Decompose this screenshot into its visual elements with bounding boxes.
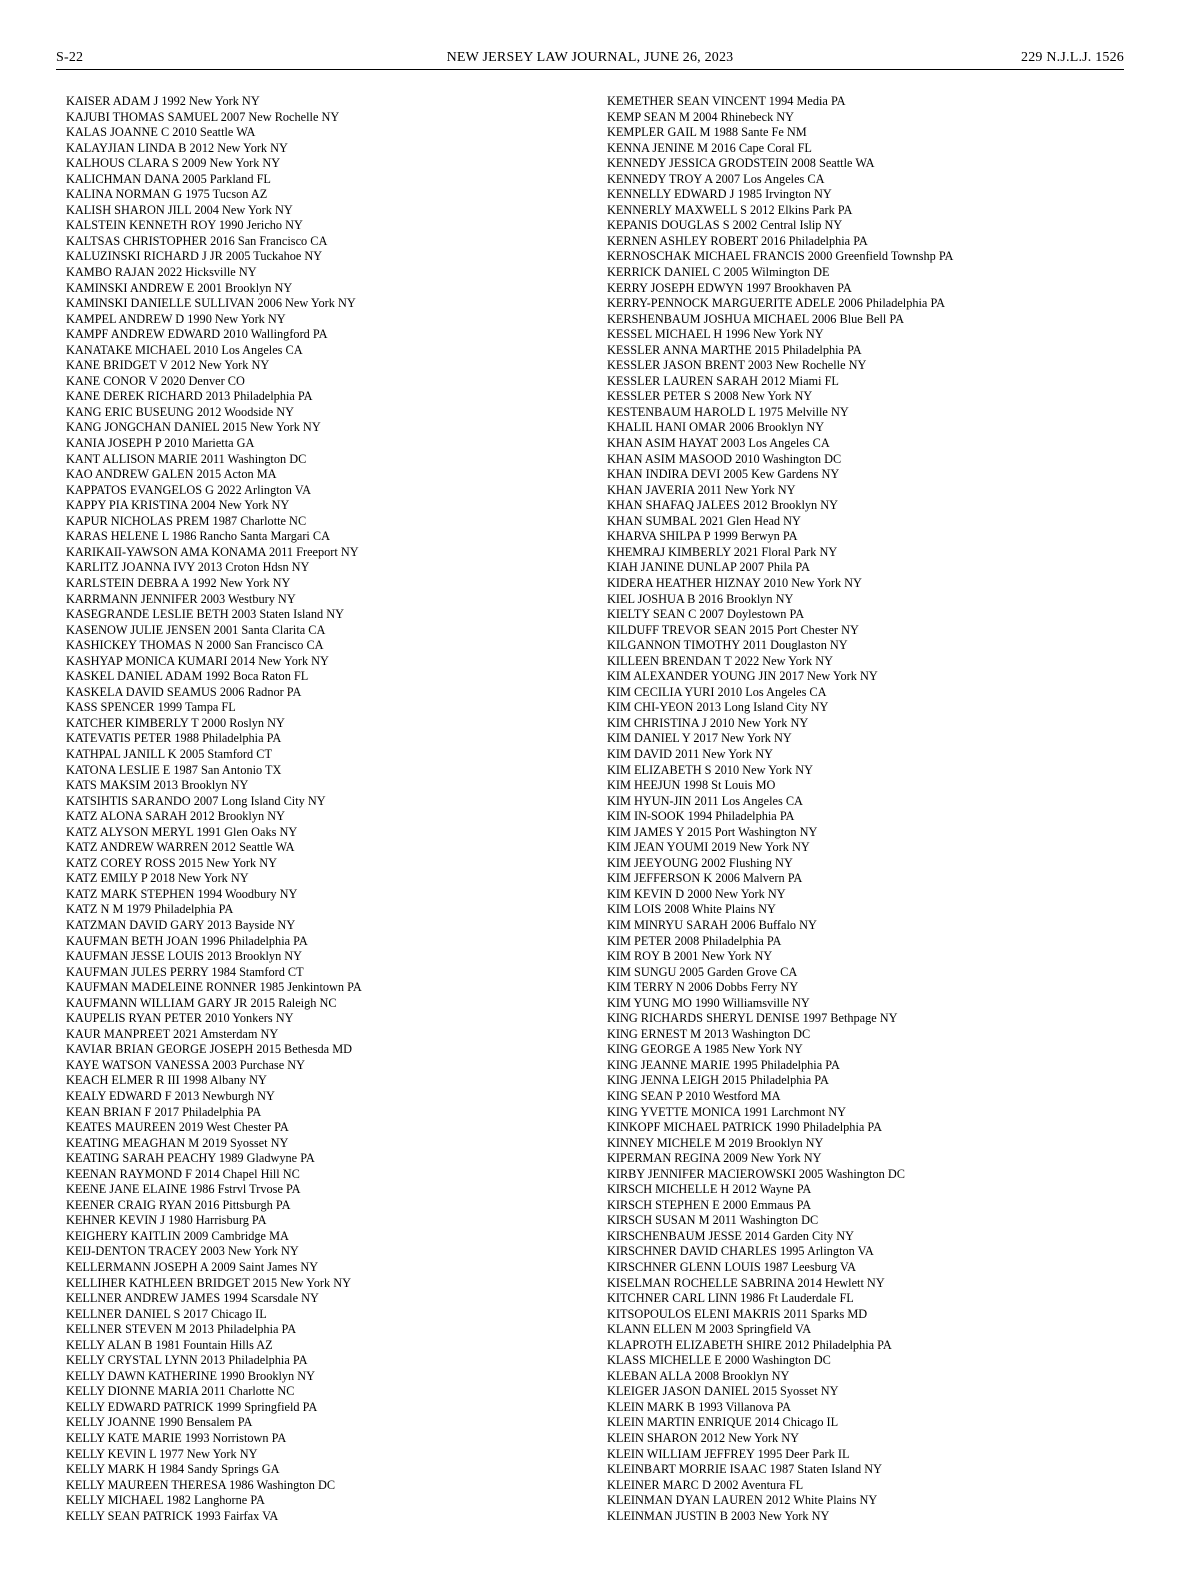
list-item: KELLIHER KATHLEEN BRIDGET 2015 New York NY xyxy=(66,1275,351,1290)
list-item: KEMPLER GAIL M 1988 Sante Fe NM xyxy=(607,125,807,140)
list-item: KLASS MICHELLE E 2000 Washington DC xyxy=(607,1353,831,1368)
list-item: KATONA LESLIE E 1987 San Antonio TX xyxy=(66,762,282,777)
list-item: KILGANNON TIMOTHY 2011 Douglaston NY xyxy=(607,638,848,653)
list-item: KING SEAN P 2010 Westford MA xyxy=(607,1089,781,1103)
list-item: KERRICK DANIEL C 2005 Wilmington DE xyxy=(607,265,830,280)
list-item: KESSLER PETER S 2008 New York NY xyxy=(607,389,813,404)
list-item: KANG JONGCHAN DANIEL 2015 New York NY xyxy=(66,420,321,435)
list-item: KELLNER ANDREW JAMES 1994 Scarsdale NY xyxy=(66,1291,319,1306)
list-item: KIM JEFFERSON K 2006 Malvern PA xyxy=(607,871,803,886)
list-item: KARIKAII-YAWSON AMA KONAMA 2011 Freeport NY xyxy=(66,544,359,559)
list-item: KELLY KEVIN L 1977 New York NY xyxy=(66,1446,258,1461)
list-item: KATS MAKSIM 2013 Brooklyn NY xyxy=(66,778,249,793)
list-item: KARAS HELENE L 1986 Rancho Santa Margari CA xyxy=(66,529,331,544)
list-item: KIM SUNGU 2005 Garden Grove CA xyxy=(607,964,798,979)
list-item: KLEIGER JASON DANIEL 2015 Syosset NY xyxy=(607,1384,839,1399)
list-item: KAUR MANPREET 2021 Amsterdam NY xyxy=(66,1026,279,1041)
right-column-list xyxy=(607,94,953,1524)
list-item: KLEINER MARC D 2002 Aventura FL xyxy=(607,1477,804,1492)
list-item: KENNEDY JESSICA GRODSTEIN 2008 Seattle WA xyxy=(607,156,875,171)
list-item: KAISER ADAM J 1992 New York NY xyxy=(66,94,260,108)
list-item: KANATAKE MICHAEL 2010 Los Angeles CA xyxy=(66,342,303,357)
list-item: KALAS JOANNE C 2010 Seattle WA xyxy=(66,125,256,140)
list-item: KLEIN WILLIAM JEFFREY 1995 Deer Park IL xyxy=(607,1446,850,1461)
list-item: KIRSCHENBAUM JESSE 2014 Garden City NY xyxy=(607,1228,854,1243)
list-item: KHAN JAVERIA 2011 New York NY xyxy=(607,482,796,497)
list-item: KLEBAN ALLA 2008 Brooklyn NY xyxy=(607,1368,790,1383)
list-item: KAUFMAN JULES PERRY 1984 Stamford CT xyxy=(66,964,304,979)
list-item: KATZMAN DAVID GARY 2013 Bayside NY xyxy=(66,917,296,932)
list-item: KIM ROY B 2001 New York NY xyxy=(607,949,773,964)
list-item: KIM JAMES Y 2015 Port Washington NY xyxy=(607,824,818,839)
list-item: KIAH JANINE DUNLAP 2007 Phila PA xyxy=(607,560,811,575)
list-item: KANE DEREK RICHARD 2013 Philadelphia PA xyxy=(66,389,313,404)
list-item: KENNERLY MAXWELL S 2012 Elkins Park PA xyxy=(607,202,853,217)
list-item: KELLY MAUREEN THERESA 1986 Washington DC xyxy=(66,1477,336,1492)
list-item: KATZ MARK STEPHEN 1994 Woodbury NY xyxy=(66,886,298,901)
list-item: KIM ALEXANDER YOUNG JIN 2017 New York NY xyxy=(607,669,878,684)
list-item: KING GEORGE A 1985 New York NY xyxy=(607,1042,803,1057)
list-item: KIPERMAN REGINA 2009 New York NY xyxy=(607,1151,822,1166)
list-item: KING YVETTE MONICA 1991 Larchmont NY xyxy=(607,1104,846,1119)
list-item: KEATING MEAGHAN M 2019 Syosset NY xyxy=(66,1135,289,1150)
list-item: KASKELA DAVID SEAMUS 2006 Radnor PA xyxy=(66,684,302,699)
list-item: KESTENBAUM HAROLD L 1975 Melville NY xyxy=(607,404,849,419)
list-item: KARLSTEIN DEBRA A 1992 New York NY xyxy=(66,575,291,590)
list-item: KATZ ALYSON MERYL 1991 Glen Oaks NY xyxy=(66,824,298,839)
list-item: KANT ALLISON MARIE 2011 Washington DC xyxy=(66,451,307,466)
list-item: KERNEN ASHLEY ROBERT 2016 Philadelphia PA xyxy=(607,233,868,248)
list-item: KASEGRANDE LESLIE BETH 2003 Staten Island NY xyxy=(66,607,345,622)
list-item: KESSLER ANNA MARTHE 2015 Philadelphia PA xyxy=(607,342,862,357)
list-item: KIM KEVIN D 2000 New York NY xyxy=(607,886,786,901)
list-item: KLEINBART MORRIE ISAAC 1987 Staten Island NY xyxy=(607,1462,883,1477)
list-item: KISELMAN ROCHELLE SABRINA 2014 Hewlett NY xyxy=(607,1275,885,1290)
list-item: KERRY-PENNOCK MARGUERITE ADELE 2006 Philadelphia PA xyxy=(607,296,946,311)
list-item: KING RICHARDS SHERYL DENISE 1997 Bethpage NY xyxy=(607,1011,898,1026)
list-item: KELLERMANN JOSEPH A 2009 Saint James NY xyxy=(66,1260,319,1275)
list-item: KAPPY PIA KRISTINA 2004 New York NY xyxy=(66,498,290,513)
list-item: KANE BRIDGET V 2012 New York NY xyxy=(66,358,270,373)
list-item: KAMINSKI DANIELLE SULLIVAN 2006 New York NY xyxy=(66,296,356,311)
list-item: KIRBY JENNIFER MACIEROWSKI 2005 Washington DC xyxy=(607,1166,905,1181)
list-item: KHEMRAJ KIMBERLY 2021 Floral Park NY xyxy=(607,544,838,559)
list-item: KEALY EDWARD F 2013 Newburgh NY xyxy=(66,1089,275,1103)
list-item: KAO ANDREW GALEN 2015 Acton MA xyxy=(66,467,277,482)
list-item: KIM DAVID 2011 New York NY xyxy=(607,746,774,761)
list-item: KESSLER JASON BRENT 2003 New Rochelle NY xyxy=(607,358,867,373)
list-item: KING ERNEST M 2013 Washington DC xyxy=(607,1026,811,1041)
list-item: KENNA JENINE M 2016 Cape Coral FL xyxy=(607,140,812,155)
list-item: KELLY SEAN PATRICK 1993 Fairfax VA xyxy=(66,1508,279,1523)
left-column-list xyxy=(66,94,362,1524)
list-item: KERRY JOSEPH EDWYN 1997 Brookhaven PA xyxy=(607,280,852,295)
list-item: KIRSCH SUSAN M 2011 Washington DC xyxy=(607,1213,819,1228)
list-item: KIM CHI-YEON 2013 Long Island City NY xyxy=(607,700,829,715)
list-item: KLAPROTH ELIZABETH SHIRE 2012 Philadelphia PA xyxy=(607,1337,892,1352)
list-item: KIRSCH STEPHEN E 2000 Emmaus PA xyxy=(607,1197,812,1212)
list-item: KATZ ALONA SARAH 2012 Brooklyn NY xyxy=(66,809,285,824)
list-item: KAUFMANN WILLIAM GARY JR 2015 Raleigh NC xyxy=(66,995,337,1010)
list-item: KILDUFF TREVOR SEAN 2015 Port Chester NY xyxy=(607,622,859,637)
list-item: KERNOSCHAK MICHAEL FRANCIS 2000 Greenfield Townshp PA xyxy=(607,249,954,264)
list-item: KATCHER KIMBERLY T 2000 Roslyn NY xyxy=(66,715,285,730)
list-item: KEIGHERY KAITLIN 2009 Cambridge MA xyxy=(66,1228,289,1243)
list-item: KILLEEN BRENDAN T 2022 New York NY xyxy=(607,653,834,668)
list-item: KIM ELIZABETH S 2010 New York NY xyxy=(607,762,813,777)
list-item: KATZ COREY ROSS 2015 New York NY xyxy=(66,855,278,870)
list-item: KELLNER DANIEL S 2017 Chicago IL xyxy=(66,1306,267,1321)
list-item: KAUPELIS RYAN PETER 2010 Yonkers NY xyxy=(66,1011,294,1026)
list-item: KASHYAP MONICA KUMARI 2014 New York NY xyxy=(66,653,329,668)
list-item: KHALIL HANI OMAR 2006 Brooklyn NY xyxy=(607,420,825,435)
list-item: KAMPEL ANDREW D 1990 New York NY xyxy=(66,311,286,326)
list-item: KEHNER KEVIN J 1980 Harrisburg PA xyxy=(66,1213,267,1228)
list-item: KIRSCHNER GLENN LOUIS 1987 Leesburg VA xyxy=(607,1260,857,1275)
list-item: KENNEDY TROY A 2007 Los Angeles CA xyxy=(607,171,825,186)
list-item: KATZ EMILY P 2018 New York NY xyxy=(66,871,249,886)
list-item: KAUFMAN BETH JOAN 1996 Philadelphia PA xyxy=(66,933,308,948)
list-item: KATEVATIS PETER 1988 Philadelphia PA xyxy=(66,731,282,746)
list-item: KALISH SHARON JILL 2004 New York NY xyxy=(66,202,293,217)
list-item: KALAYJIAN LINDA B 2012 New York NY xyxy=(66,140,288,155)
list-item: KALICHMAN DANA 2005 Parkland FL xyxy=(66,171,271,186)
list-item: KALUZINSKI RICHARD J JR 2005 Tuckahoe NY xyxy=(66,249,323,264)
list-item: KAPPATOS EVANGELOS G 2022 Arlington VA xyxy=(66,482,311,497)
list-item: KIEL JOSHUA B 2016 Brooklyn NY xyxy=(607,591,794,606)
list-item: KARRMANN JENNIFER 2003 Westbury NY xyxy=(66,591,296,606)
list-item: KAJUBI THOMAS SAMUEL 2007 New Rochelle NY xyxy=(66,109,340,124)
list-item: KALHOUS CLARA S 2009 New York NY xyxy=(66,156,281,171)
list-item: KAUFMAN JESSE LOUIS 2013 Brooklyn NY xyxy=(66,949,303,964)
list-item: KATZ ANDREW WARREN 2012 Seattle WA xyxy=(66,840,295,855)
list-item: KEENER CRAIG RYAN 2016 Pittsburgh PA xyxy=(66,1197,291,1212)
list-item: KAVIAR BRIAN GEORGE JOSEPH 2015 Bethesda MD xyxy=(66,1042,353,1057)
list-item: KATSIHTIS SARANDO 2007 Long Island City NY xyxy=(66,793,326,808)
list-item: KEACH ELMER R III 1998 Albany NY xyxy=(66,1073,267,1088)
list-item: KLEINMAN DYAN LAUREN 2012 White Plains NY xyxy=(607,1493,878,1508)
list-item: KIM YUNG MO 1990 Williamsville NY xyxy=(607,995,810,1010)
list-item: KIM PETER 2008 Philadelphia PA xyxy=(607,933,782,948)
list-item: KENNELLY EDWARD J 1985 Irvington NY xyxy=(607,187,832,202)
list-item: KAYE WATSON VANESSA 2003 Purchase NY xyxy=(66,1057,306,1072)
list-item: KESSEL MICHAEL H 1996 New York NY xyxy=(607,327,824,342)
list-item: KALSTEIN KENNETH ROY 1990 Jericho NY xyxy=(66,218,303,233)
list-item: KELLY JOANNE 1990 Bensalem PA xyxy=(66,1415,253,1430)
list-item: KEATES MAUREEN 2019 West Chester PA xyxy=(66,1120,289,1135)
list-item: KASHICKEY THOMAS N 2000 San Francisco CA xyxy=(66,638,324,653)
list-item: KLANN ELLEN M 2003 Springfield VA xyxy=(607,1322,812,1337)
list-item: KHAN SUMBAL 2021 Glen Head NY xyxy=(607,513,801,528)
list-item: KALINA NORMAN G 1975 Tucson AZ xyxy=(66,187,268,202)
list-item: KITCHNER CARL LINN 1986 Ft Lauderdale FL xyxy=(607,1291,854,1306)
list-item: KEIJ-DENTON TRACEY 2003 New York NY xyxy=(66,1244,299,1259)
list-item: KIDERA HEATHER HIZNAY 2010 New York NY xyxy=(607,575,862,590)
list-item: KALTSAS CHRISTOPHER 2016 San Francisco CA xyxy=(66,233,328,248)
list-item: KLEINMAN JUSTIN B 2003 New York NY xyxy=(607,1508,830,1523)
list-item: KELLY KATE MARIE 1993 Norristown PA xyxy=(66,1431,287,1446)
list-item: KEATING SARAH PEACHY 1989 Gladwyne PA xyxy=(66,1151,315,1166)
list-item: KAUFMAN MADELEINE RONNER 1985 Jenkintown PA xyxy=(66,980,362,995)
list-item: KINNEY MICHELE M 2019 Brooklyn NY xyxy=(607,1135,824,1150)
list-item: KANIA JOSEPH P 2010 Marietta GA xyxy=(66,436,255,451)
list-item: KELLY CRYSTAL LYNN 2013 Philadelphia PA xyxy=(66,1353,308,1368)
list-item: KING JEANNE MARIE 1995 Philadelphia PA xyxy=(607,1057,840,1072)
list-item: KEENAN RAYMOND F 2014 Chapel Hill NC xyxy=(66,1166,300,1181)
list-item: KHAN ASIM MASOOD 2010 Washington DC xyxy=(607,451,842,466)
list-item: KEMETHER SEAN VINCENT 1994 Media PA xyxy=(607,94,846,108)
list-item: KIM LOIS 2008 White Plains NY xyxy=(607,902,776,917)
list-item: KING JENNA LEIGH 2015 Philadelphia PA xyxy=(607,1073,829,1088)
list-item: KARLITZ JOANNA IVY 2013 Croton Hdsn NY xyxy=(66,560,310,575)
list-item: KAMPF ANDREW EDWARD 2010 Wallingford PA xyxy=(66,327,328,342)
list-item: KELLY MICHAEL 1982 Langhorne PA xyxy=(66,1493,265,1508)
list-item: KHAN INDIRA DEVI 2005 Kew Gardens NY xyxy=(607,467,840,482)
publication-title: NEW JERSEY LAW JOURNAL, JUNE 26, 2023 xyxy=(446,50,734,65)
list-item: KELLY ALAN B 1981 Fountain Hills AZ xyxy=(66,1337,273,1352)
list-item: KIRSCHNER DAVID CHARLES 1995 Arlington VA xyxy=(607,1244,874,1259)
list-item: KELLNER STEVEN M 2013 Philadelphia PA xyxy=(66,1322,297,1337)
list-item: KEPANIS DOUGLAS S 2002 Central Islip NY xyxy=(607,218,843,233)
list-item: KATZ N M 1979 Philadelphia PA xyxy=(66,902,234,917)
list-item: KEENE JANE ELAINE 1986 Fstrvl Trvose PA xyxy=(66,1182,301,1197)
list-item: KEAN BRIAN F 2017 Philadelphia PA xyxy=(66,1104,262,1119)
list-item: KANG ERIC BUSEUNG 2012 Woodside NY xyxy=(66,404,294,419)
list-item: KAPUR NICHOLAS PREM 1987 Charlotte NC xyxy=(66,513,307,528)
list-item: KIELTY SEAN C 2007 Doylestown PA xyxy=(607,607,805,622)
page-header xyxy=(56,49,1124,70)
list-item: KLEIN MARK B 1993 Villanova PA xyxy=(607,1399,792,1414)
list-item: KIM CECILIA YURI 2010 Los Angeles CA xyxy=(607,684,827,699)
list-item: KERSHENBAUM JOSHUA MICHAEL 2006 Blue Bell PA xyxy=(607,311,904,326)
list-item: KINKOPF MICHAEL PATRICK 1990 Philadelphia PA xyxy=(607,1120,882,1135)
list-item: KELLY MARK H 1984 Sandy Springs GA xyxy=(66,1462,280,1477)
list-item: KEMP SEAN M 2004 Rhinebeck NY xyxy=(607,109,795,124)
list-item: KIM TERRY N 2006 Dobbs Ferry NY xyxy=(607,980,799,995)
list-item: KIM HEEJUN 1998 St Louis MO xyxy=(607,778,776,793)
list-item: KIM MINRYU SARAH 2006 Buffalo NY xyxy=(607,917,817,932)
page-number: S-22 xyxy=(56,50,84,65)
list-item: KESSLER LAUREN SARAH 2012 Miami FL xyxy=(607,373,839,388)
list-item: KIM JEEYOUNG 2002 Flushing NY xyxy=(607,855,793,870)
list-item: KIM DANIEL Y 2017 New York NY xyxy=(607,731,792,746)
list-item: KATHPAL JANILL K 2005 Stamford CT xyxy=(66,746,272,761)
list-item: KASENOW JULIE JENSEN 2001 Santa Clarita CA xyxy=(66,622,326,637)
list-item: KHAN ASIM HAYAT 2003 Los Angeles CA xyxy=(607,436,830,451)
list-item: KELLY EDWARD PATRICK 1999 Springfield PA xyxy=(66,1399,318,1414)
list-item: KASKEL DANIEL ADAM 1992 Boca Raton FL xyxy=(66,669,309,684)
list-item: KIM IN-SOOK 1994 Philadelphia PA xyxy=(607,809,795,824)
list-item: KITSOPOULOS ELENI MAKRIS 2011 Sparks MD xyxy=(607,1306,868,1321)
list-item: KHAN SHAFAQ JALEES 2012 Brooklyn NY xyxy=(607,498,839,513)
list-item: KAMBO RAJAN 2022 Hicksville NY xyxy=(66,265,257,280)
list-item: KASS SPENCER 1999 Tampa FL xyxy=(66,700,236,715)
list-item: KELLY DAWN KATHERINE 1990 Brooklyn NY xyxy=(66,1368,316,1383)
list-item: KAMINSKI ANDREW E 2001 Brooklyn NY xyxy=(66,280,293,295)
list-item: KIM CHRISTINA J 2010 New York NY xyxy=(607,715,809,730)
list-item: KIRSCH MICHELLE H 2012 Wayne PA xyxy=(607,1182,812,1197)
list-item: KANE CONOR V 2020 Denver CO xyxy=(66,373,245,388)
list-item: KLEIN MARTIN ENRIQUE 2014 Chicago IL xyxy=(607,1415,839,1430)
list-item: KIM JEAN YOUMI 2019 New York NY xyxy=(607,840,810,855)
list-item: KHARVA SHILPA P 1999 Berwyn PA xyxy=(607,529,798,544)
list-item: KLEIN SHARON 2012 New York NY xyxy=(607,1431,799,1446)
citation: 229 N.J.L.J. 1526 xyxy=(1021,50,1124,65)
list-item: KELLY DIONNE MARIA 2011 Charlotte NC xyxy=(66,1384,295,1399)
list-item: KIM HYUN-JIN 2011 Los Angeles CA xyxy=(607,793,803,808)
